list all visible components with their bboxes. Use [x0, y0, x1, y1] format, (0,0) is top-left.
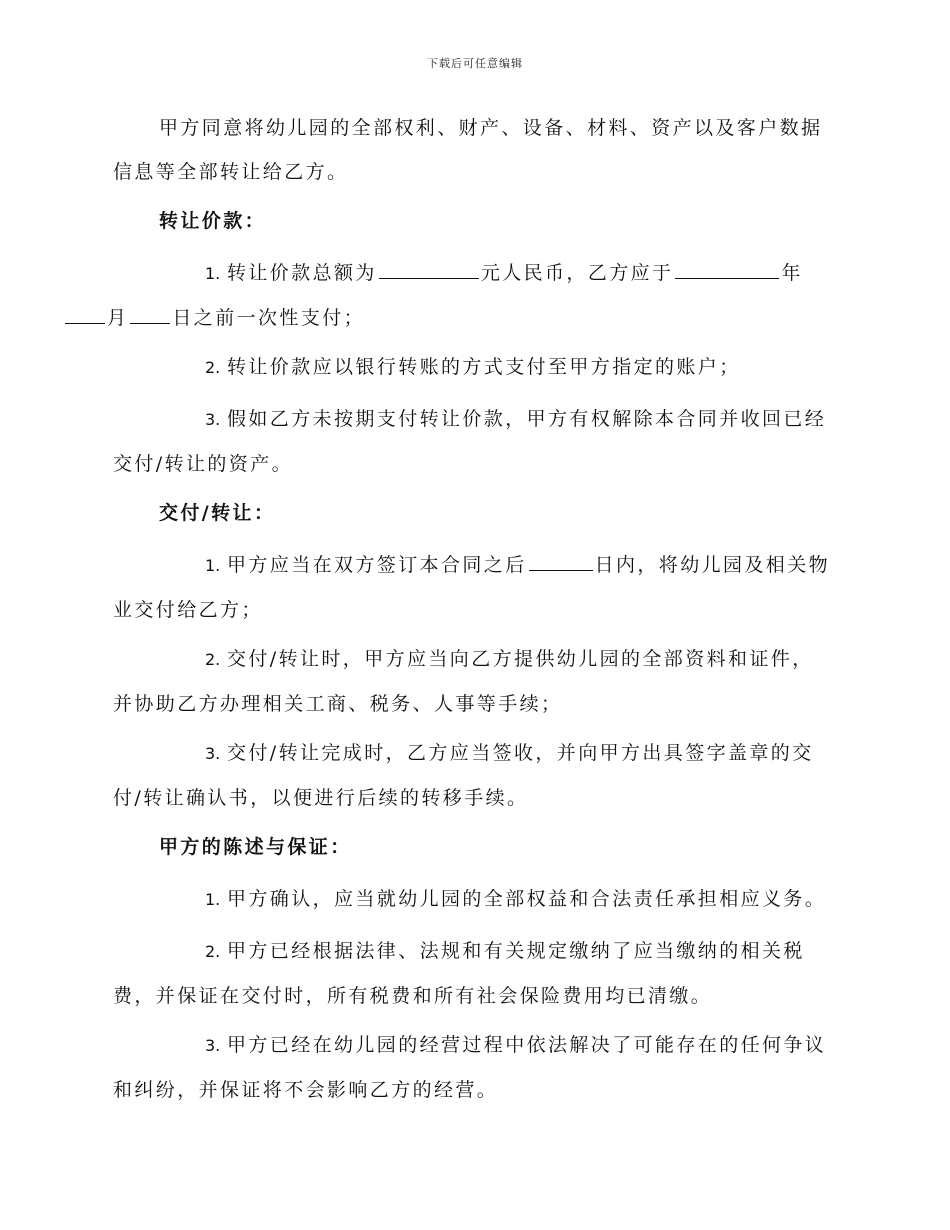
item-number: 2. [205, 942, 221, 961]
page-header: 下载后可任意编辑 [427, 57, 523, 70]
item-text: 年 [781, 262, 803, 284]
fill-blank-days[interactable] [529, 550, 593, 571]
item-number: 3. [205, 410, 221, 429]
item-text: 日之前一次性支付； [172, 307, 366, 329]
item-number: 1. [205, 264, 221, 283]
item-text: 转让价款总额为 [227, 262, 377, 284]
item-text: 甲方确认，应当就幼儿园的全部权益和合法责任承担相应义务。 [227, 888, 827, 910]
fill-blank-amount[interactable] [379, 258, 479, 279]
item-text: 交付/转让完成时，乙方应当签收，并向甲方出具签字盖章的交付/转让确认书，以便进行后续的转移手续。 [113, 742, 814, 809]
fill-blank-day[interactable] [130, 303, 170, 324]
item-number: 1. [205, 556, 221, 575]
fill-blank-month[interactable] [65, 303, 105, 324]
item-text: 转让价款应以银行转账的方式支付至甲方指定的账户； [227, 356, 741, 378]
item-text: 甲方已经在幼儿园的经营过程中依法解决了可能存在的任何争议和纠纷，并保证将不会影响乙方的经营。 [113, 1034, 827, 1101]
item-number: 2. [205, 650, 221, 669]
section-heading-warranty: 甲方的陈述与保证： [159, 836, 352, 858]
list-item-price-1 [107, 251, 833, 340]
fill-blank-year[interactable] [675, 258, 779, 279]
list-item-warranty-3 [113, 1023, 833, 1112]
section-heading-delivery: 交付/转让： [159, 502, 276, 524]
item-text: 月 [107, 307, 129, 329]
item-text: 假如乙方未按期支付转让价款，甲方有权解除本合同并收回已经交付/转让的资产。 [113, 408, 827, 475]
item-text: 日内，将幼儿园及相关物业交付给乙方； [113, 554, 831, 621]
list-item-price-2 [113, 345, 833, 390]
item-number: 3. [205, 744, 221, 763]
list-item-warranty-1 [113, 877, 833, 922]
intro-paragraph: 甲方同意将幼儿园的全部权利、财产、设备、材料、资产以及客户数据信息等全部转让给乙方。 [113, 117, 823, 183]
section-heading-price: 转让价款： [159, 210, 267, 232]
item-text: 甲方应当在双方签订本合同之后 [227, 554, 527, 576]
item-text: 元人民币，乙方应于 [480, 262, 674, 284]
list-item-warranty-2 [113, 929, 833, 1018]
item-number: 2. [205, 358, 221, 377]
list-item-delivery-2 [113, 637, 833, 726]
item-number: 1. [205, 890, 221, 909]
list-item-delivery-1 [113, 543, 833, 632]
list-item-price-3 [113, 397, 833, 486]
item-number: 3. [205, 1036, 221, 1055]
list-item-delivery-3 [113, 731, 833, 820]
item-text: 甲方已经根据法律、法规和有关规定缴纳了应当缴纳的相关税费，并保证在交付时，所有税费和所有社会保险费用均已清缴。 [113, 940, 805, 1007]
item-text: 交付/转让时，甲方应当向乙方提供幼儿园的全部资料和证件，并协助乙方办理相关工商、税务、人事等手续； [113, 648, 814, 715]
